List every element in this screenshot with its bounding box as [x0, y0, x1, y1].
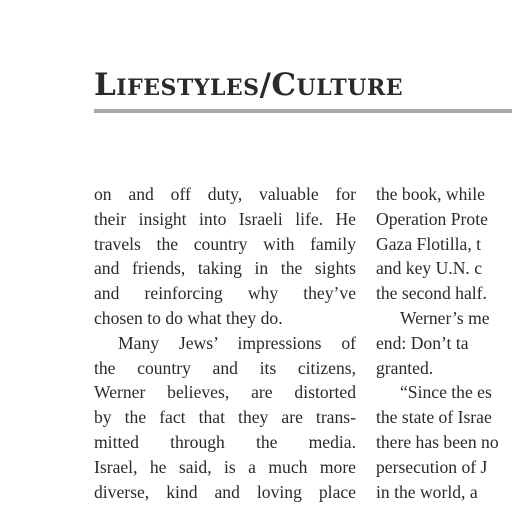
right-line-1: the book, while — [376, 184, 485, 204]
left-line-3: travels the country with family — [94, 233, 356, 254]
section-header — [94, 64, 512, 106]
left-line-7: Many Jews’ impressions of — [118, 332, 356, 353]
right-line-3: Gaza Flotilla, t — [376, 233, 482, 254]
left-line-4: and friends, taking in the sights — [94, 258, 356, 279]
right-line-13: in the world, a — [376, 481, 478, 502]
left-line-10: by the fact that they are trans- — [94, 407, 356, 428]
left-line-6: chosen to do what they do. — [94, 307, 283, 328]
right-line-5: the second half. — [376, 283, 487, 304]
right-line-6: Werner’s me — [400, 307, 490, 328]
left-line-8: the country and its citizens, — [94, 357, 356, 378]
right-line-12: persecution of J — [376, 456, 488, 477]
right-line-11: there has been no — [376, 431, 499, 452]
right-line-7: end: Don’t ta — [376, 332, 469, 353]
left-line-12: Israel, he said, is a much more — [94, 456, 356, 477]
right-line-10: the state of Israe — [376, 407, 492, 428]
section-divider — [94, 109, 512, 113]
right-line-9: “Since the es — [400, 382, 492, 403]
left-line-11: mitted through the media. — [94, 431, 356, 452]
left-line-13: diverse, kind and loving place — [94, 481, 356, 502]
left-line-5: and reinforcing why they’ve — [94, 283, 356, 304]
section-title: Lifestyles/Culture — [94, 67, 404, 103]
right-line-8: granted. — [376, 357, 434, 378]
right-column — [376, 182, 512, 504]
left-line-1: on and off duty, valuable for — [94, 184, 356, 204]
right-line-4: and key U.N. c — [376, 258, 483, 279]
left-column — [94, 182, 356, 504]
left-line-2: their insight into Israeli life. He — [94, 208, 356, 229]
right-line-2: Operation Prote — [376, 208, 488, 229]
left-line-9: Werner believes, are distorted — [94, 382, 356, 403]
